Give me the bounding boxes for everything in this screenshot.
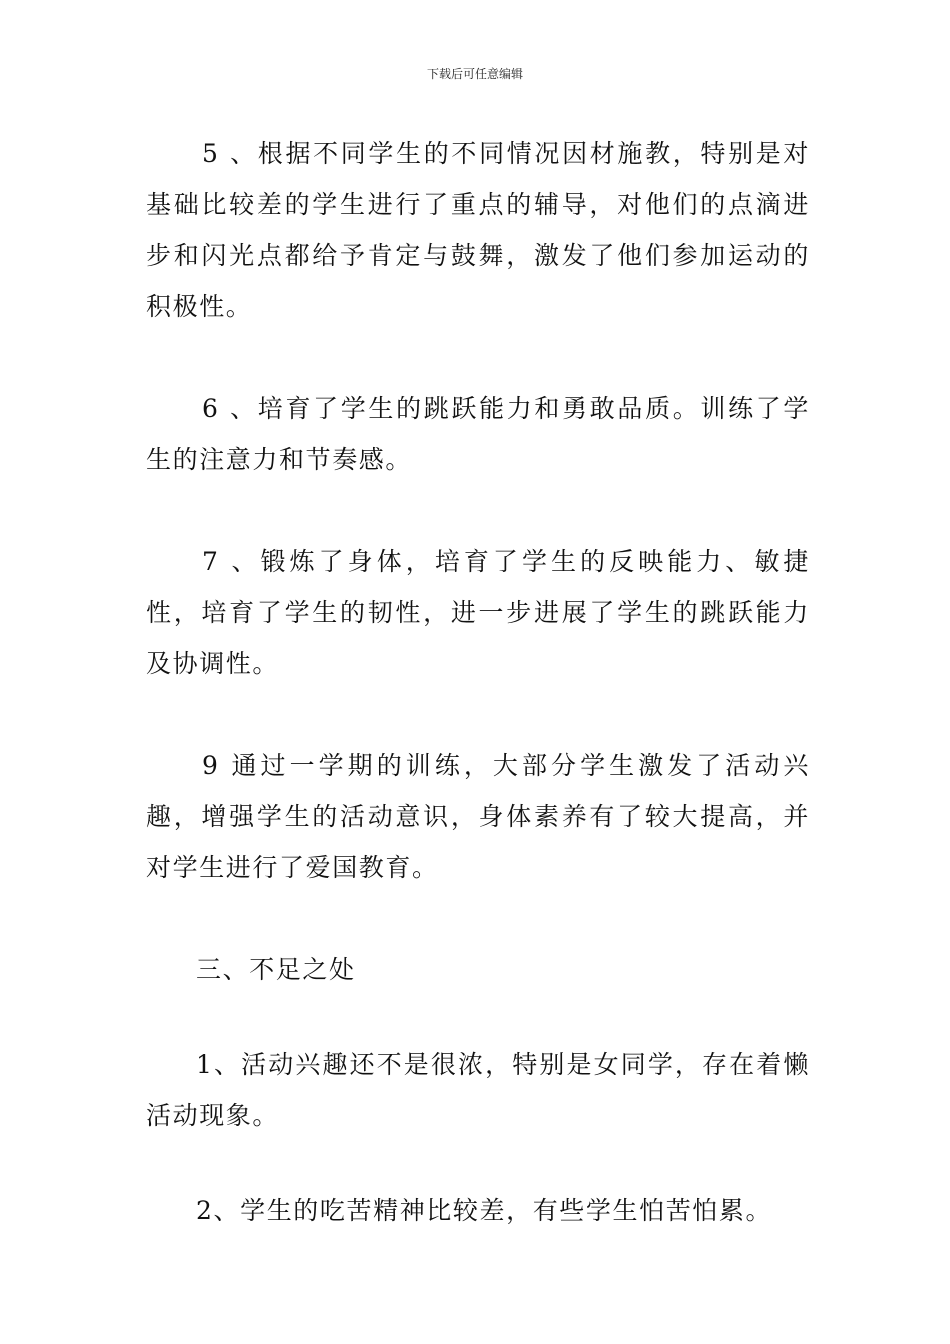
paragraph-item-6: 6 、培育了学生的跳跃能力和勇敢品质。训练了学生的注意力和节奏感。 [146,394,810,474]
document-body [146,128,810,1236]
shortcoming-item-2: 2、学生的吃苦精神比较差，有些学生怕苦怕累。 [196,1196,773,1225]
paragraph-item-5: 5 、根据不同学生的不同情况因材施教，特别是对基础比较差的学生进行了重点的辅导，对他们的点滴进步和闪光点都给予肯定与鼓舞，激发了他们参加运动的积极性。 [146,139,810,321]
page-header: 下载后可任意编辑 [426,67,523,81]
paragraph-item-7: 7 、锻炼了身体，培育了学生的反映能力、敏捷性，培育了学生的韧性，进一步进展了学生的跳跃能力及协调性。 [146,547,810,678]
section-heading-shortcomings: 三、不足之处 [196,955,356,984]
shortcoming-item-1: 1、活动兴趣还不是很浓，特别是女同学，存在着懒活动现象。 [146,1050,810,1130]
paragraph-item-9: 9 通过一学期的训练，大部分学生激发了活动兴趣，增强学生的活动意识，身体素养有了较大提高，并对学生进行了爱国教育。 [146,751,810,882]
